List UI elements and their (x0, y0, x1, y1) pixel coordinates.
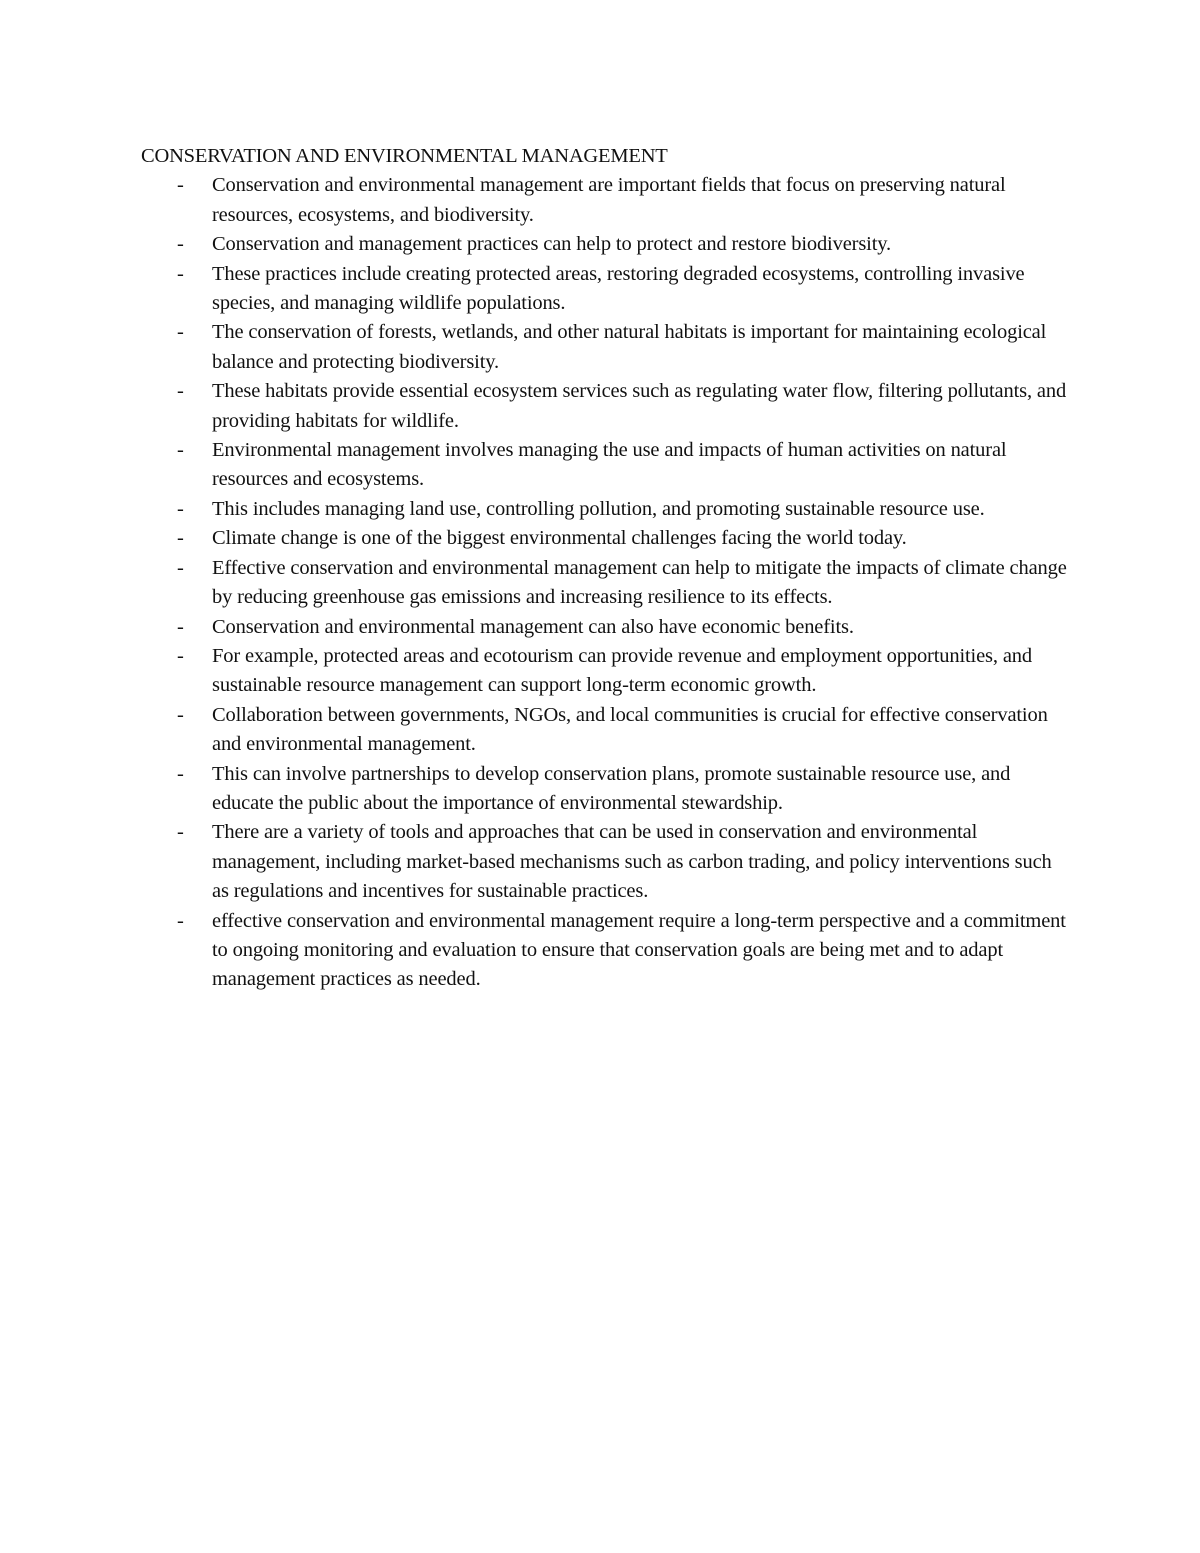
bullet-dash: - (177, 174, 184, 197)
list-item (141, 818, 1071, 906)
list-item (141, 436, 1071, 495)
list-item-text: For example, protected areas and ecotourism can provide revenue and employment opportunities, and sustainable resource management can support long-term economic growth. (212, 644, 1032, 697)
list-item (141, 318, 1071, 377)
list-item (141, 701, 1071, 760)
bullet-dash: - (177, 762, 184, 785)
list-item-text: There are a variety of tools and approaches that can be used in conservation and environmental management, including market-based mechanisms such as carbon trading, and policy interventions such as regulations and incentives for sustainable practices. (212, 821, 1052, 903)
bullet-dash: - (177, 262, 184, 285)
list-item-text: Conservation and environmental management are important fields that focus on preserving natural resources, ecosystems, and biodiversity. (212, 174, 1006, 226)
bullet-dash: - (177, 556, 184, 579)
bullet-list (141, 171, 1071, 994)
list-item (141, 230, 1071, 259)
bullet-dash: - (177, 439, 184, 462)
list-item (141, 260, 1071, 319)
list-item-text: Environmental management involves managing the use and impacts of human activities on natural resources and ecosystems. (212, 439, 1007, 491)
bullet-dash: - (177, 380, 184, 403)
bullet-dash: - (177, 497, 184, 520)
list-item-text: These habitats provide essential ecosystem services such as regulating water flow, filtering pollutants, and providing habitats for wildlife. (212, 380, 1067, 432)
list-item-text: Conservation and environmental management can also have economic benefits. (212, 615, 854, 638)
list-item-text: effective conservation and environmental management require a long-term perspective and a commitment to ongoing monitoring and evaluation to ensure that conservation goals are being met and to adapt management practices as needed. (212, 909, 1066, 991)
list-item (141, 377, 1071, 436)
document-title: CONSERVATION AND ENVIRONMENTAL MANAGEMENT (141, 145, 668, 167)
bullet-dash: - (177, 644, 184, 667)
list-item-text: This includes managing land use, controlling pollution, and promoting sustainable resource use. (212, 497, 985, 520)
bullet-dash: - (177, 821, 184, 844)
list-item (141, 171, 1071, 230)
list-item-text: Conservation and management practices can help to protect and restore biodiversity. (212, 233, 891, 256)
bullet-dash: - (177, 909, 184, 932)
bullet-dash: - (177, 233, 184, 256)
list-item-text: The conservation of forests, wetlands, and other natural habitats is important for maintaining ecological balance and protecting biodiversity. (212, 321, 1047, 373)
list-item (141, 495, 1071, 524)
list-item (141, 613, 1071, 642)
list-item (141, 907, 1071, 995)
bullet-dash: - (177, 321, 184, 344)
list-item-text: This can involve partnerships to develop conservation plans, promote sustainable resource use, and educate the public about the importance of environmental stewardship. (212, 762, 1011, 814)
list-item (141, 524, 1071, 553)
list-item (141, 760, 1071, 819)
bullet-dash: - (177, 527, 184, 550)
list-item (141, 642, 1071, 701)
list-item-text: Collaboration between governments, NGOs, and local communities is crucial for effective conservation and environmental management. (212, 703, 1048, 756)
list-item-text: These practices include creating protected areas, restoring degraded ecosystems, controlling invasive species, and managing wildlife populations. (212, 262, 1025, 315)
bullet-dash: - (177, 703, 184, 726)
list-item (141, 554, 1071, 613)
list-item-text: Climate change is one of the biggest environmental challenges facing the world today. (212, 527, 907, 550)
bullet-dash: - (177, 615, 184, 638)
list-item-text: Effective conservation and environmental management can help to mitigate the impacts of climate change by reducing greenhouse gas emissions and increasing resilience to its effects. (212, 556, 1067, 609)
document-body (141, 142, 1071, 995)
